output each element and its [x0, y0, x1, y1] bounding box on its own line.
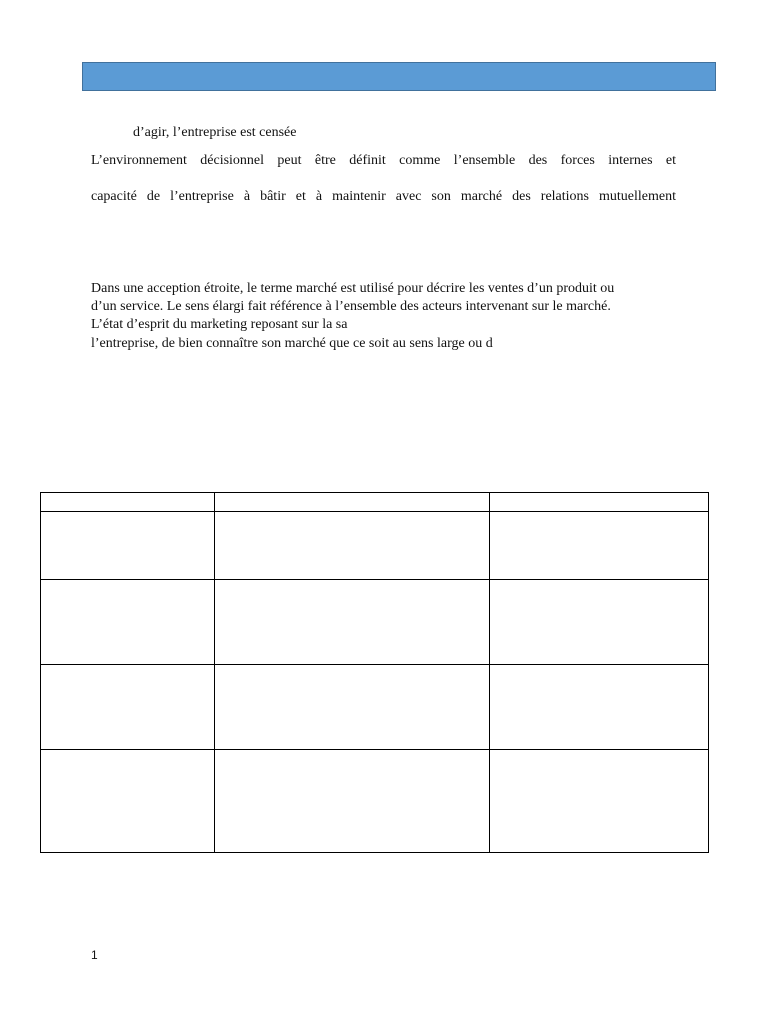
paragraph-line: L’état d’esprit du marketing reposant sur la sa — [91, 317, 348, 332]
empty-table — [40, 492, 709, 853]
table-cell — [490, 493, 709, 512]
table-cell — [41, 512, 215, 580]
table-row — [41, 512, 709, 580]
header-bar — [82, 62, 716, 91]
paragraph-line: d’agir, l’entreprise est censée — [133, 125, 297, 140]
table-cell — [490, 665, 709, 750]
paragraph-line: l’entreprise, de bien connaître son marché que ce soit au sens large ou d — [91, 336, 493, 351]
page-number: 1 — [91, 948, 98, 962]
paragraph-line: L’environnement décisionnel peut être définit comme l’ensemble des forces internes et — [91, 153, 676, 168]
table-cell — [41, 665, 215, 750]
table-cell — [41, 580, 215, 665]
table-cell — [215, 750, 490, 853]
paragraph-line: Dans une acception étroite, le terme marché est utilisé pour décrire les ventes d’un produit ou — [91, 281, 615, 296]
table-cell — [215, 512, 490, 580]
paragraph-line: capacité de l’entreprise à bâtir et à maintenir avec son marché des relations mutuellement — [91, 189, 676, 204]
table-cell — [490, 580, 709, 665]
table-cell — [41, 750, 215, 853]
table-cell — [490, 512, 709, 580]
table-row — [41, 665, 709, 750]
paragraph-line: d’un service. Le sens élargi fait référence à l’ensemble des acteurs intervenant sur le marché. — [91, 299, 611, 314]
table-cell — [41, 493, 215, 512]
table-row — [41, 580, 709, 665]
table-cell — [215, 580, 490, 665]
table-cell — [490, 750, 709, 853]
table-row — [41, 750, 709, 853]
table-cell — [215, 493, 490, 512]
table-header-row — [41, 493, 709, 512]
table-cell — [215, 665, 490, 750]
